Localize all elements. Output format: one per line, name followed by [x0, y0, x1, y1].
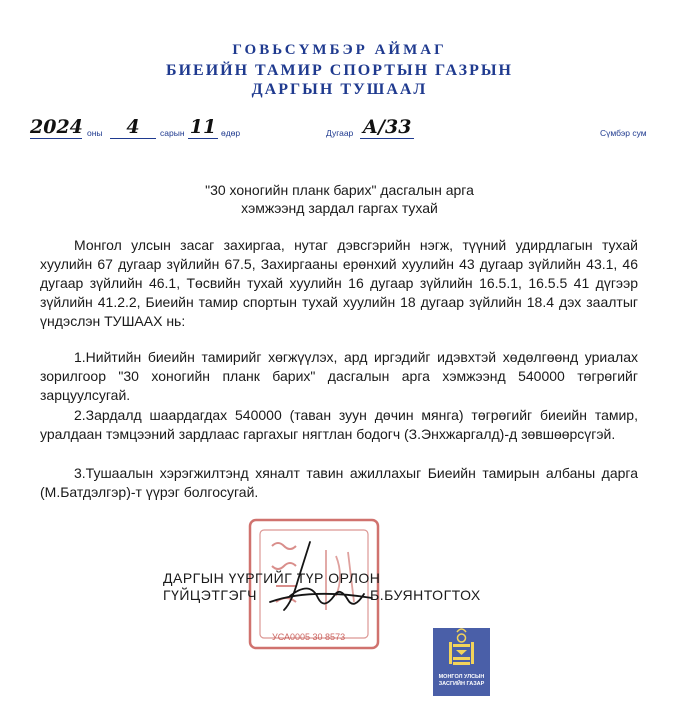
month-label: сарын	[160, 128, 185, 138]
org-region: ГОВЬСҮМБЭР АЙМАГ	[232, 42, 447, 58]
signatory-role-line2: ГҮЙЦЭТГЭГЧ	[163, 587, 257, 603]
order-number: А/33	[360, 116, 414, 139]
date-number-line	[30, 116, 670, 142]
order-item-1: 1.Нийтийн биеийн тамирийг хөгжүүлэх, ард иргэдийг идэвхтэй хөдөлгөөнд уриалах зорилгоор "30 хоногийн планк барих" дасгалын арга хэмжээнд 540000 төгрөгийг зарцуулсугай.	[40, 349, 638, 403]
day-label: өдөр	[221, 128, 241, 138]
order-title-line2: хэмжээнд зардал гаргах тухай	[241, 200, 438, 216]
org-name: БИЕИЙН ТАМИР СПОРТЫН ГАЗРЫН	[166, 62, 513, 79]
year-label: оны	[87, 128, 103, 138]
badge-line2: ЗАСГИЙН ГАЗАР	[438, 681, 485, 687]
handwritten-signature	[240, 540, 380, 620]
government-badge	[433, 628, 490, 696]
preamble-paragraph: Монгол улсын засаг захиргаа, нутаг дэвсгэрийн нэгж, түүний удирдлагын тухай хуулийн 67 дугаар зүйлийн 67.5, Захиргааны ерөнхий хуулийн 43 дугаар зүйлийн 43.1, 46 дугаар зүйлийн 46.1, Төсвийн тухай хуулийн 16 дугаар зүйлийн 16.5.1, 16.5.5 41 дүгээр зүйлийн 41.2.2, Биеийн тамир спортын тухай хуулийн 18 дугаар зүйлийн 18.4 дэх заалтыг үндэслэн ТУШААХ нь:	[40, 237, 638, 329]
badge-line1: МОНГОЛ УЛСЫН	[438, 674, 485, 680]
document-type: ДАРГЫН ТУШААЛ	[251, 81, 428, 98]
place-label: Сүмбэр сум	[600, 128, 647, 138]
date-month: 4	[110, 116, 156, 139]
soyombo-emblem-icon	[433, 628, 490, 672]
signatory-role-line1: ДАРГЫН ҮҮРГИЙГ ТҮР ОРЛОН	[163, 570, 381, 586]
date-day: 11	[189, 116, 217, 138]
order-item-3: 3.Тушаалын хэрэгжилтэнд хяналт тавин ажиллахыг Биеийн тамирын албаны дарга (М.Батдэлгэр)-т үүрэг болгосугай.	[40, 465, 638, 500]
date-year: 2024	[30, 116, 83, 138]
order-item-2: 2.Зардалд шаардагдах 540000 (таван зуун дөчин мянга) төгрөгийг биеийн тамир, уралдаан тэмцээний зардлаас гаргахыг нягтлан бодогч (З.Энхжаргалд)-д зөвшөөрсүгэй.	[40, 407, 638, 442]
order-title-line1: "30 хоногийн планк барих" дасгалын арга	[205, 182, 474, 198]
signatory-name: Б.БУЯНТОГТОХ	[370, 587, 481, 603]
number-label: Дугаар	[326, 128, 354, 138]
stamp-code: УСА0005 30 8573	[272, 632, 346, 642]
